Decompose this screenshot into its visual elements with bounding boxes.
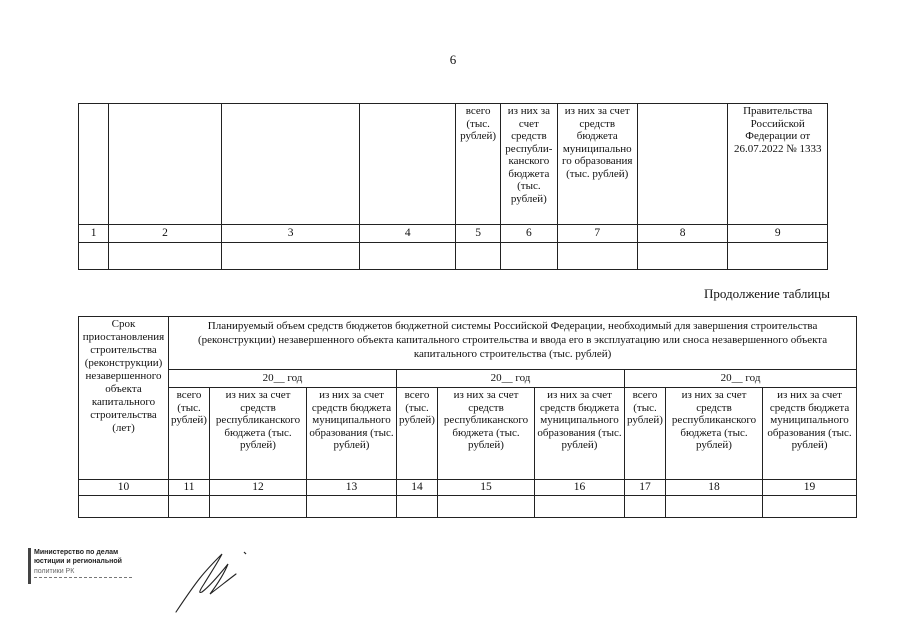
column-number: 12	[210, 480, 307, 496]
top-header-decree: Правительства Российской Федерации от 26.07.2022 № 1333	[728, 104, 828, 225]
subheader-total: всего (тыс. рублей)	[169, 388, 210, 480]
bottom-table-number-row	[79, 480, 857, 496]
column-number: 6	[501, 225, 557, 243]
empty-cell	[728, 243, 828, 270]
continuation-label: Продолжение таблицы	[704, 286, 830, 301]
subheader-municipal: из них за счет средств бюджета муниципального образования (тыс. рублей)	[535, 388, 625, 480]
empty-cell	[79, 496, 169, 518]
planned-funding-header: Планируемый объем средств бюджетов бюджетной системы Российской Федерации, необходимый для завершения строительства (реконструкции) незавершенного объекта капитального строительства и ввода его в эксплуатацию или сноса незавершенного объекта капитального строительства (тыс. рублей)	[169, 317, 857, 370]
stamp-line: политики РК	[34, 568, 75, 575]
top-table-header-row	[79, 104, 828, 225]
subheader-municipal: из них за счет средств бюджета муниципального образования (тыс. рублей)	[307, 388, 397, 480]
column-number: 3	[221, 225, 360, 243]
top-table-empty-row	[79, 243, 828, 270]
top-header-cell-4	[360, 104, 456, 225]
column-number: 5	[455, 225, 500, 243]
column-number: 16	[535, 480, 625, 496]
empty-cell	[79, 243, 109, 270]
column-number: 17	[625, 480, 666, 496]
subheader-republic: из них за счет средств республиканского бюджета (тыс. рублей)	[666, 388, 763, 480]
empty-cell	[360, 243, 456, 270]
empty-cell	[763, 496, 857, 518]
column-number: 8	[637, 225, 727, 243]
top-header-cell-1	[79, 104, 109, 225]
year-header: 20__ год	[397, 370, 625, 388]
registration-stamp	[28, 548, 140, 586]
empty-cell	[625, 496, 666, 518]
bottom-table	[78, 316, 857, 518]
bottom-table-year-row	[79, 370, 857, 388]
page-number: 6	[449, 52, 457, 67]
column-number: 9	[728, 225, 828, 243]
empty-cell	[169, 496, 210, 518]
subheader-republic: из них за счет средств республиканского бюджета (тыс. рублей)	[210, 388, 307, 480]
column-number: 13	[307, 480, 397, 496]
column-number: 19	[763, 480, 857, 496]
empty-cell	[438, 496, 535, 518]
subheader-municipal: из них за счет средств бюджета муниципального образования (тыс. рублей)	[763, 388, 857, 480]
empty-cell	[501, 243, 557, 270]
empty-cell	[535, 496, 625, 518]
bottom-table-empty-row	[79, 496, 857, 518]
top-header-cell-8	[637, 104, 727, 225]
empty-cell	[557, 243, 637, 270]
bottom-table-header-row	[79, 317, 857, 370]
column-number: 14	[397, 480, 438, 496]
subheader-total: всего (тыс. рублей)	[625, 388, 666, 480]
column-number: 11	[169, 480, 210, 496]
stamp-line: юстиции и региональной	[34, 558, 122, 565]
empty-cell	[221, 243, 360, 270]
bottom-table-subheader-row	[79, 388, 857, 480]
stamp-bar	[28, 548, 31, 584]
stamp-rule	[34, 577, 132, 578]
term-header: Срок приостановления строительства (реконструкции) незавершенного объекта капитального строительства (лет)	[79, 317, 169, 480]
top-header-municipal: из них за счет средств бюджета муниципально го образования (тыс. рублей)	[557, 104, 637, 225]
column-number: 18	[666, 480, 763, 496]
handwritten-signature	[170, 548, 260, 616]
empty-cell	[210, 496, 307, 518]
year-header: 20__ год	[625, 370, 857, 388]
empty-cell	[637, 243, 727, 270]
column-number: 1	[79, 225, 109, 243]
empty-cell	[307, 496, 397, 518]
stamp-line: Министерство по делам	[34, 549, 119, 556]
top-header-cell-3	[221, 104, 360, 225]
signature-dot	[244, 552, 246, 554]
top-table-number-row	[79, 225, 828, 243]
column-number: 15	[438, 480, 535, 496]
subheader-total: всего (тыс. рублей)	[397, 388, 438, 480]
year-header: 20__ год	[169, 370, 397, 388]
subheader-republic: из них за счет средств республиканского бюджета (тыс. рублей)	[438, 388, 535, 480]
column-number: 7	[557, 225, 637, 243]
top-header-republic: из них за счет средств республи-канского бюджета (тыс. рублей)	[501, 104, 557, 225]
column-number: 10	[79, 480, 169, 496]
empty-cell	[666, 496, 763, 518]
top-header-total: всего (тыс. рублей)	[455, 104, 500, 225]
column-number: 2	[109, 225, 222, 243]
column-number: 4	[360, 225, 456, 243]
top-table	[78, 103, 828, 270]
empty-cell	[455, 243, 500, 270]
empty-cell	[109, 243, 222, 270]
signature-stroke	[176, 554, 236, 612]
empty-cell	[397, 496, 438, 518]
top-header-cell-2	[109, 104, 222, 225]
